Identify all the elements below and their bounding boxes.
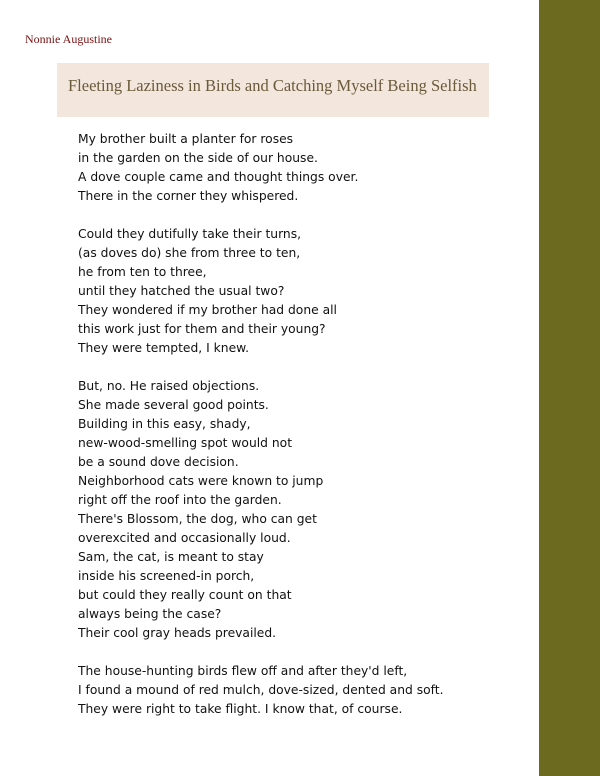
poem-line: Building in this easy, shady, <box>78 417 251 431</box>
title-box <box>57 63 489 117</box>
poem-line: There's Blossom, the dog, who can get <box>78 512 317 526</box>
poem-line: The house-hunting birds flew off and after they'd left, <box>78 664 408 678</box>
poem-line: new-wood-smelling spot would not <box>78 436 293 450</box>
stanza-4 <box>78 662 518 719</box>
poem-line: They were tempted, I knew. <box>78 341 249 355</box>
poem-line: in the garden on the side of our house. <box>78 151 318 165</box>
stanza-2 <box>78 225 518 358</box>
stanza-3 <box>78 377 518 643</box>
poem-line: always being the case? <box>78 607 222 621</box>
poem-line: There in the corner they whispered. <box>78 189 299 203</box>
poem-line: My brother built a planter for roses <box>78 132 294 146</box>
poem-line: They were right to take flight. I know that, of course. <box>78 702 403 716</box>
poem-line: She made several good points. <box>78 398 269 412</box>
poem-line: he from ten to three, <box>78 265 207 279</box>
author-name: Nonnie Augustine <box>25 32 112 46</box>
poem-line: Their cool gray heads prevailed. <box>78 626 277 640</box>
stanza-1 <box>78 130 518 206</box>
poem-line: Neighborhood cats were known to jump <box>78 474 324 488</box>
poem-line: be a sound dove decision. <box>78 455 239 469</box>
poem-line: I found a mound of red mulch, dove-sized, dented and soft. <box>78 683 444 697</box>
poem-line: (as doves do) she from three to ten, <box>78 246 301 260</box>
poem-line: Sam, the cat, is meant to stay <box>78 550 264 564</box>
poem-line: They wondered if my brother had done all <box>78 303 337 317</box>
poem-line: overexcited and occasionally loud. <box>78 531 291 545</box>
poem-line: right off the roof into the garden. <box>78 493 282 507</box>
side-bar <box>539 0 600 776</box>
poem-title: Fleeting Laziness in Birds and Catching Myself Being Selfish <box>68 76 477 95</box>
poem-line: until they hatched the usual two? <box>78 284 285 298</box>
poem-line: this work just for them and their young? <box>78 322 326 336</box>
poem-body <box>78 130 518 738</box>
poem-line: But, no. He raised objections. <box>78 379 260 393</box>
poem-line: inside his screened-in porch, <box>78 569 255 583</box>
poem-line: Could they dutifully take their turns, <box>78 227 302 241</box>
poem-line: A dove couple came and thought things over. <box>78 170 359 184</box>
poem-line: but could they really count on that <box>78 588 292 602</box>
